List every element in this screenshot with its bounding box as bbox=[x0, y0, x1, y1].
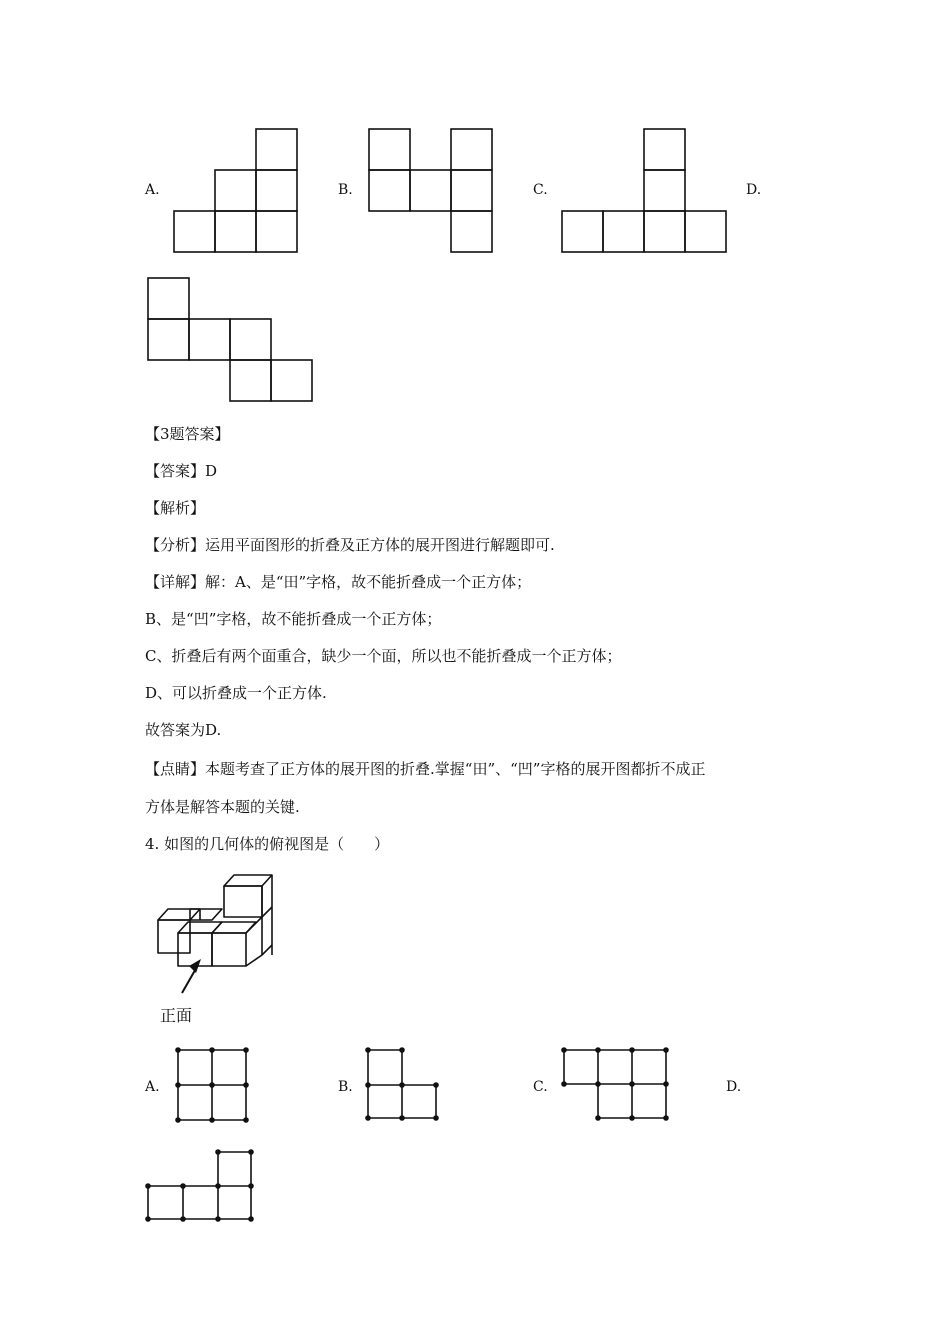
detail-line-4: D、可以折叠成一个正方体. bbox=[145, 684, 327, 702]
comment-line-1: 【点睛】本题考查了正方体的展开图的折叠.掌握“田”、“凹”字格的展开图都折不成正 bbox=[145, 760, 706, 778]
q3-option-c-label: C. bbox=[533, 182, 548, 198]
q3-option-a-label: A. bbox=[145, 182, 160, 198]
answer-heading: 【3题答案】 bbox=[145, 425, 230, 443]
q4-option-d-figure bbox=[145, 1149, 254, 1222]
analysis-text: 【分析】运用平面图形的折叠及正方体的展开图进行解题即可. bbox=[145, 536, 555, 554]
front-label: 正面 bbox=[160, 1006, 193, 1025]
conclusion: 故答案为D. bbox=[145, 721, 222, 739]
q4-option-d-label: D. bbox=[726, 1079, 742, 1095]
q4-option-c-figure bbox=[561, 1047, 669, 1121]
question-4-text: 4. 如图的几何体的俯视图是（ ） bbox=[145, 835, 390, 853]
q3-option-b-label: B. bbox=[338, 182, 353, 198]
q4-option-b-figure bbox=[365, 1047, 439, 1121]
detail-line-2: B、是“凹”字格，故不能折叠成一个正方体； bbox=[145, 610, 442, 628]
q4-option-a-label: A. bbox=[145, 1079, 160, 1095]
q4-option-c-label: C. bbox=[533, 1079, 548, 1095]
analysis-heading: 【解析】 bbox=[145, 499, 206, 517]
answer: 【答案】D bbox=[145, 462, 218, 480]
q4-option-a-figure bbox=[175, 1047, 249, 1123]
q4-option-b-label: B. bbox=[338, 1079, 353, 1095]
comment-line-2: 方体是解答本题的关键. bbox=[145, 798, 300, 816]
detail-line-3: C、折叠后有两个面重合，缺少一个面，所以也不能折叠成一个正方体； bbox=[145, 647, 622, 665]
q3-option-d-label: D. bbox=[746, 182, 762, 198]
detail-line-1: 【详解】解：A、是“田”字格，故不能折叠成一个正方体； bbox=[145, 573, 532, 591]
